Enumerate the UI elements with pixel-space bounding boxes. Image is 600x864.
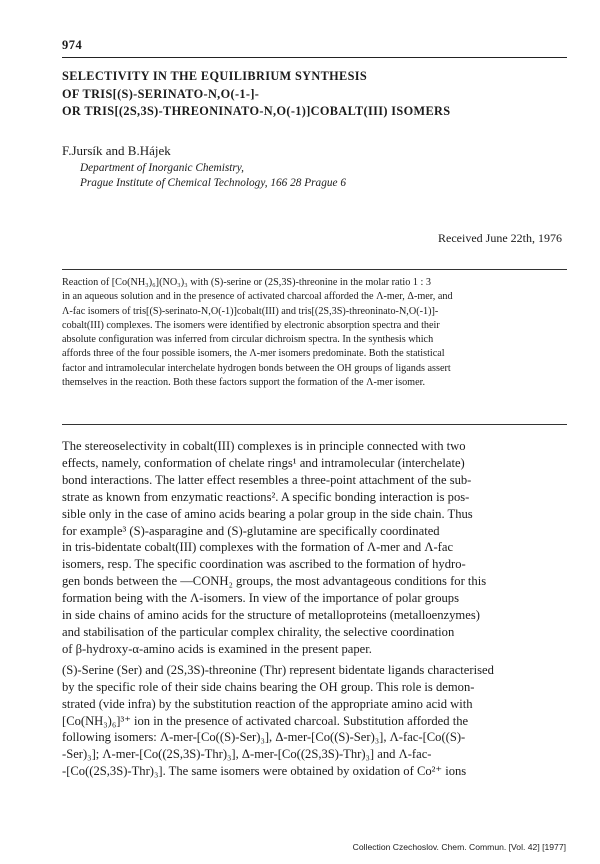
abstract-line: factor and intramolecular interchelate hydrogen bonds between the OH groups of ligands assert [62,362,451,374]
page-number: 974 [62,38,83,52]
paragraph-line: in side chains of amino acids for the structure of metalloproteins (metalloenzymes) [62,608,480,623]
body-text [62,438,567,780]
paragraph-line: in tris-bidentate cobalt(III) complexes with the formation of Λ-mer and Λ-fac [62,540,454,555]
abstract-line: affords three of the four possible isomers, the Λ-mer isomers predominate. Both the statistical [62,348,445,360]
paragraph-line: sible only in the case of amino acids bearing a polar group in the side chain. Thus [62,506,473,521]
paragraph-line: -[Co((2S,3S)-Thr)₃]. The same isomers were obtained by oxidation of Co²⁺ ions [62,764,467,779]
abstract-line: absolute configuration was inferred from circular dichroism spectra. In the synthesis which [62,334,434,346]
paragraph-line: The stereoselectivity in cobalt(III) complexes is in principle connected with two [62,439,466,453]
paragraph-line: [Co(NH₃)₆]³⁺ ion in the presence of activated charcoal. Substitution afforded the [62,713,469,728]
paragraph-line: effects, namely, conformation of chelate rings¹ and intramolecular (interchelate) [62,455,465,470]
paragraph-line: of β-hydroxy-α-amino acids is examined in the present paper. [62,641,372,656]
paragraph-line: (S)-Serine (Ser) and (2S,3S)-threonine (Thr) represent bidentate ligands characterised [62,662,494,677]
title-line: OR TRIS[(2S,3S)-THREONINATO-N,O(-1)]COBALT(III) ISOMERS [62,104,451,118]
article-title [62,68,567,121]
abstract-bottom-rule [62,424,567,425]
abstract-line: Λ-fac isomers of tris[(S)-serinato-N,O(-1)]cobalt(III) and tris[(2S,3S)-threoninato-N,O(-1)]- [62,305,439,317]
paragraph-line: and stabilisation of the particular complex chirality, the selective coordination [62,624,455,639]
paragraph-line: -Ser)₃]; Λ-mer-[Co((2S,3S)-Thr)₃], Δ-mer-[Co((2S,3S)-Thr)₃] and Λ-fac- [62,747,432,762]
affiliation-line: Prague Institute of Chemical Technology, 166 28 Prague 6 [80,177,346,189]
title-line: SELECTIVITY IN THE EQUILIBRIUM SYNTHESIS [62,69,368,83]
authors: F.Jursík and B.Hájek [62,143,171,158]
paragraph-line: following isomers: Λ-mer-[Co((S)-Ser)₃], Δ-mer-[Co((S)-Ser)₃], Λ-fac-[Co((S)- [62,730,466,745]
paragraph-line: by the specific role of their side chains bearing the OH group. This role is demon- [62,679,475,694]
abstract-line: Reaction of [Co(NH₃)₆](NO₃)₃ with (S)-serine or (2S,3S)-threonine in the molar ratio 1 : 3 [62,277,431,288]
abstract-line: cobalt(III) complexes. The isomers were identified by electronic absorption spectra and their [62,319,440,331]
abstract [62,276,567,390]
paragraph-line: formation being with the Λ-isomers. In view of the importance of polar groups [62,591,459,606]
affiliation-line: Department of Inorganic Chemistry, [80,162,244,174]
title-line: OF TRIS[(S)-SERINATO-N,O(-1-]- [62,86,260,101]
paragraph-line: gen bonds between the —CONH₂ groups, the most advantageous conditions for this [62,574,487,589]
paragraph-line: bond interactions. The latter effect resembles a three-point attachment of the sub- [62,472,472,487]
abstract-top-rule [62,269,567,270]
paragraph-line: isomers, resp. The specific coordination was ascribed to the formation of hydro- [62,557,466,572]
abstract-line: themselves in the reaction. Both these factors support the formation of the Λ-mer isomer. [62,377,426,389]
header-rule [62,57,567,58]
received-date: Received June 22th, 1976 [438,231,562,245]
paragraph-line: strated (vide infra) by the substitution reaction of the appropriate amino acid with [62,696,473,711]
abstract-line: in an aqueous solution and in the presence of activated charcoal afforded the Λ-mer, Δ-mer, and [62,291,453,303]
journal-footer: Collection Czechoslov. Chem. Commun. [Vol. 42] [1977] [352,842,566,852]
paragraph-line: strate as known from enzymatic reactions². A specific bonding interaction is pos- [62,489,470,504]
paragraph-line: for example³ (S)-asparagine and (S)-glutamine are specifically coordinated [62,523,440,538]
affiliation [80,161,346,191]
